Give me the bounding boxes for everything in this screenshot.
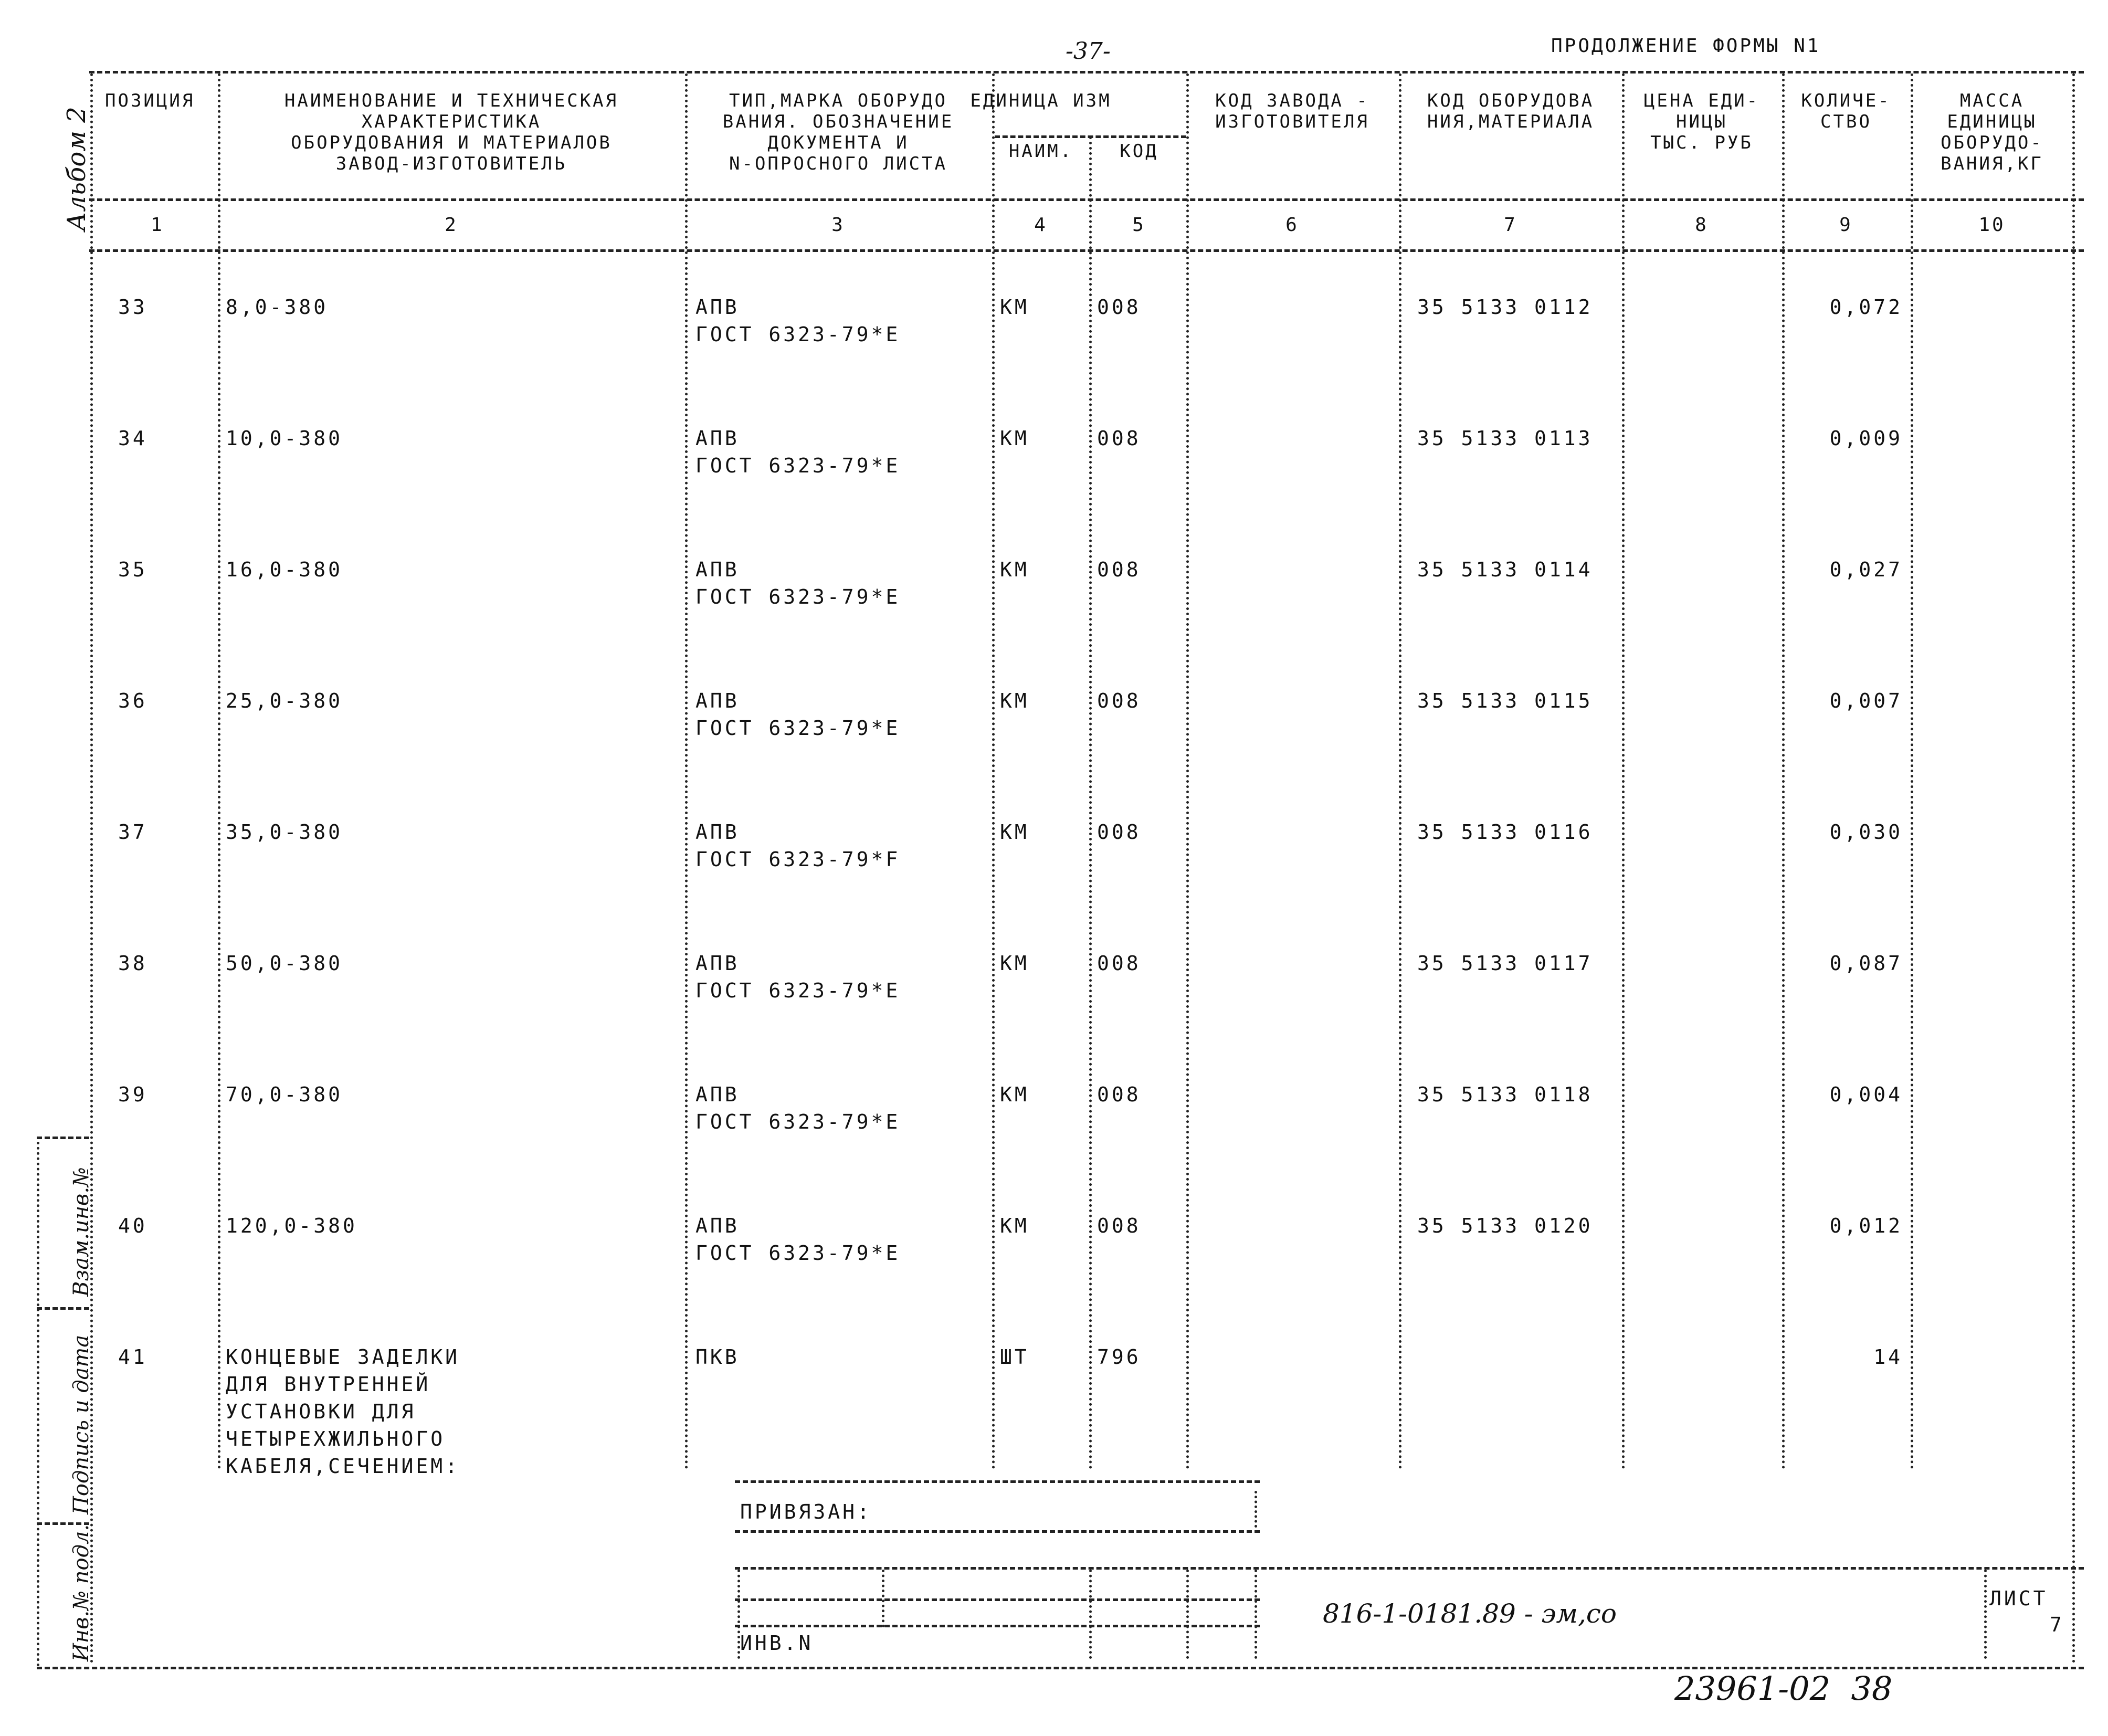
item-code-cell: 35 5133 0113 (1417, 427, 1593, 450)
quantity-cell: 0,012 (1829, 1214, 1903, 1237)
header-col-3-line: ДОКУМЕНТА И (767, 132, 909, 153)
stamp-col-e (1255, 1570, 1257, 1659)
column-number: 1 (151, 214, 164, 236)
header-col-3-line: ТИП,МАРКА ОБОРУДО (729, 90, 947, 111)
stamp-rule-4 (735, 1598, 1260, 1601)
quantity-cell: 0,009 (1829, 427, 1903, 450)
name-cell: 35,0-380 (226, 820, 343, 844)
footer-handwritten-number: 23961-02 38 (1674, 1669, 1893, 1708)
type-cell: АПВ (695, 1214, 740, 1237)
page-number: -37- (1066, 38, 1111, 65)
unit-code-cell: 796 (1097, 1345, 1141, 1369)
unit-cell: КМ (1000, 1214, 1029, 1237)
col-divider-2 (685, 73, 688, 1470)
header-col-2-line: ЗАВОД-ИЗГОТОВИТЕЛЬ (335, 153, 567, 174)
unit-cell: КМ (1000, 296, 1029, 319)
header-col-10-line: ОБОРУДО- (1941, 132, 2043, 153)
column-number: 6 (1285, 214, 1299, 236)
column-number: 5 (1132, 214, 1146, 236)
header-col-6-line: ИЗГОТОВИТЕЛЯ (1215, 111, 1369, 132)
unit-cell: КМ (1000, 820, 1029, 844)
stamp-col-b (882, 1570, 884, 1627)
position-cell: 38 (118, 952, 147, 975)
type-cell: ГОСТ 6323-79*Е (695, 979, 901, 1002)
inv-label: ИНВ.N (740, 1632, 814, 1655)
unit-code-cell: 008 (1097, 427, 1141, 450)
unit-cell: ШТ (1000, 1345, 1029, 1369)
quantity-cell: 0,004 (1829, 1083, 1903, 1106)
header-col-9-line: СТВО (1820, 111, 1872, 132)
position-cell: 33 (118, 296, 147, 319)
col-divider-6 (1399, 73, 1401, 1470)
col-divider-5 (1186, 73, 1189, 1470)
quantity-cell: 0,087 (1829, 952, 1903, 975)
unit-cell: КМ (1000, 689, 1029, 712)
name-cell: 70,0-380 (226, 1083, 343, 1106)
type-cell: ГОСТ 6323-79*Е (695, 323, 901, 346)
column-number: 9 (1839, 214, 1853, 236)
type-cell: АПВ (695, 427, 740, 450)
quantity-cell: 0,027 (1829, 558, 1903, 581)
doc-code: 816-1-0181.89 - эм,со (1323, 1598, 1617, 1629)
type-cell: АПВ (695, 689, 740, 712)
unit-cell: КМ (1000, 1083, 1029, 1106)
name-cell: УСТАНОВКИ ДЛЯ (226, 1400, 416, 1423)
album-label: Альбом 2 (62, 107, 91, 231)
unit-cell: КМ (1000, 952, 1029, 975)
bound-label: ПРИВЯЗАН: (740, 1500, 872, 1523)
header-col-10-line: МАССА (1959, 90, 2025, 111)
header-bottom-rule (89, 198, 2084, 201)
table-top-rule (89, 71, 2084, 73)
stamp-col-c (1089, 1570, 1092, 1659)
stamp-bound-right (1255, 1491, 1257, 1528)
type-cell: АПВ (695, 558, 740, 581)
form-title: ПРОДОЛЖЕНИЕ ФОРМЫ N1 (1551, 35, 1821, 57)
type-cell: ГОСТ 6323-79*Е (695, 585, 901, 608)
header-col-2-line: ХАРАКТЕРИСТИКА (361, 111, 542, 132)
column-number: 4 (1034, 214, 1048, 236)
type-cell: ГОСТ 6323-79*Е (695, 1110, 901, 1133)
position-cell: 41 (118, 1345, 147, 1369)
column-number: 3 (831, 214, 845, 236)
stamp-rule-2 (735, 1530, 1260, 1533)
unit-cell: КМ (1000, 558, 1029, 581)
margin-rule-1 (37, 1522, 89, 1525)
unit-cell: КМ (1000, 427, 1029, 450)
header-col-10-line: ЕДИНИЦЫ (1947, 111, 2037, 132)
unit-subheader-rule (995, 135, 1186, 138)
colnum-bottom-rule (89, 249, 2084, 252)
col-divider-7 (1622, 73, 1625, 1470)
quantity-cell: 0,072 (1829, 296, 1903, 319)
header-col-8-line: ТЫС. РУБ (1650, 132, 1753, 153)
stamp-rule-5 (735, 1625, 1260, 1627)
type-cell: АПВ (695, 952, 740, 975)
stamp-col-d (1186, 1570, 1189, 1659)
position-cell: 35 (118, 558, 147, 581)
header-col-4-line: ЕДИНИЦА ИЗМ (970, 90, 1112, 111)
margin-inv-orig: Инв.№ подл. (69, 1524, 93, 1661)
unit-code-cell: 008 (1097, 1083, 1141, 1106)
header-col-4-line: НАИМ. (1008, 141, 1073, 162)
col-divider-8 (1782, 73, 1785, 1470)
position-cell: 37 (118, 820, 147, 844)
col-divider-right (2072, 73, 2075, 1664)
position-cell: 40 (118, 1214, 147, 1237)
type-cell: АПВ (695, 296, 740, 319)
quantity-cell: 0,007 (1829, 689, 1903, 712)
stamp-sheet-divider (1984, 1570, 1987, 1659)
item-code-cell: 35 5133 0115 (1417, 689, 1593, 712)
header-col-1-line: ПОЗИЦИЯ (105, 90, 195, 111)
header-col-8-line: НИЦЫ (1676, 111, 1727, 132)
name-cell: 10,0-380 (226, 427, 343, 450)
header-col-6-line: КОД ЗАВОДА - (1215, 90, 1369, 111)
item-code-cell: 35 5133 0120 (1417, 1214, 1593, 1237)
header-col-2-line: ОБОРУДОВАНИЯ И МАТЕРИАЛОВ (291, 132, 612, 153)
item-code-cell: 35 5133 0112 (1417, 296, 1593, 319)
name-cell: КОНЦЕВЫЕ ЗАДЕЛКИ (226, 1345, 460, 1369)
unit-code-cell: 008 (1097, 558, 1141, 581)
type-cell: АПВ (695, 820, 740, 844)
margin-rule-2 (37, 1307, 89, 1310)
header-col-9-line: КОЛИЧЕ- (1801, 90, 1891, 111)
name-cell: 8,0-380 (226, 296, 329, 319)
type-cell: ПКВ (695, 1345, 740, 1369)
item-code-cell: 35 5133 0116 (1417, 820, 1593, 844)
name-cell: 120,0-380 (226, 1214, 357, 1237)
name-cell: ДЛЯ ВНУТРЕННЕЙ (226, 1373, 431, 1396)
position-cell: 34 (118, 427, 147, 450)
header-col-5-line: КОД (1120, 141, 1158, 162)
col-divider-3 (992, 73, 995, 1470)
margin-sign-date: Подпись и дата (69, 1334, 93, 1514)
name-cell: 16,0-380 (226, 558, 343, 581)
item-code-cell: 35 5133 0118 (1417, 1083, 1593, 1106)
type-cell: АПВ (695, 1083, 740, 1106)
header-col-3-line: N-ОПРОСНОГО ЛИСТА (729, 153, 947, 174)
column-number: 2 (445, 214, 458, 236)
name-cell: КАБЕЛЯ,СЕЧЕНИЕМ: (226, 1455, 460, 1478)
type-cell: ГОСТ 6323-79*Е (695, 717, 901, 740)
col-divider-4 (1089, 136, 1092, 1470)
unit-code-cell: 008 (1097, 296, 1141, 319)
position-cell: 36 (118, 689, 147, 712)
name-cell: ЧЕТЫРЕХЖИЛЬНОГО (226, 1427, 446, 1450)
position-cell: 39 (118, 1083, 147, 1106)
margin-replace-inv: Взам.инв.№ (69, 1167, 93, 1297)
sheet-label: ЛИСТ (1989, 1587, 2048, 1610)
col-divider-9 (1911, 73, 1913, 1470)
header-col-8-line: ЦЕНА ЕДИ- (1643, 90, 1760, 111)
margin-rule-3 (37, 1137, 89, 1139)
header-col-7-line: КОД ОБОРУДОВА (1427, 90, 1595, 111)
column-number: 7 (1504, 214, 1517, 236)
type-cell: ГОСТ 6323-79*F (695, 848, 901, 871)
sheet-number: 7 (2050, 1613, 2064, 1636)
column-number: 8 (1695, 214, 1709, 236)
unit-code-cell: 008 (1097, 952, 1141, 975)
margin-outer-line (37, 1137, 39, 1667)
header-col-10-line: ВАНИЯ,КГ (1941, 153, 2043, 174)
type-cell: ГОСТ 6323-79*Е (695, 1241, 901, 1265)
unit-code-cell: 008 (1097, 689, 1141, 712)
column-number: 10 (1978, 214, 2006, 236)
header-col-2-line: НАИМЕНОВАНИЕ И ТЕХНИЧЕСКАЯ (284, 90, 619, 111)
name-cell: 50,0-380 (226, 952, 343, 975)
unit-code-cell: 008 (1097, 820, 1141, 844)
stamp-rule-1 (735, 1480, 1260, 1483)
quantity-cell: 14 (1873, 1345, 1903, 1369)
col-divider-1 (218, 73, 220, 1470)
unit-code-cell: 008 (1097, 1214, 1141, 1237)
name-cell: 25,0-380 (226, 689, 343, 712)
header-col-3-line: ВАНИЯ. ОБОЗНАЧЕНИЕ (722, 111, 954, 132)
item-code-cell: 35 5133 0114 (1417, 558, 1593, 581)
item-code-cell: 35 5133 0117 (1417, 952, 1593, 975)
stamp-rule-3 (735, 1567, 2084, 1570)
header-col-7-line: НИЯ,МАТЕРИАЛА (1427, 111, 1595, 132)
quantity-cell: 0,030 (1829, 820, 1903, 844)
type-cell: ГОСТ 6323-79*Е (695, 454, 901, 477)
